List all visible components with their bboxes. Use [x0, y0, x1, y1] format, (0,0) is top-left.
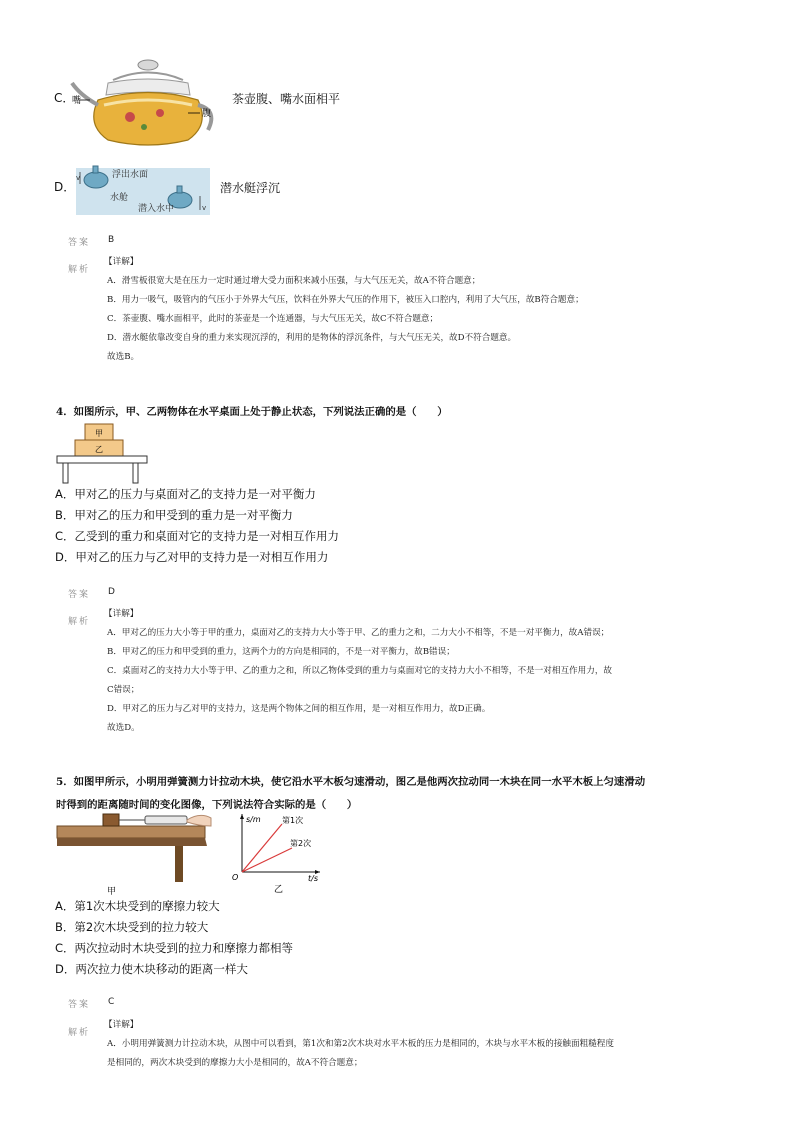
q4-detail-line: D．甲对乙的压力与乙对甲的支持力，这是两个物体之间的相互作用，是一对相互作用力，故D正确。: [107, 704, 491, 714]
q4-choice-b[interactable]: B．甲对乙的压力和甲受到的重力是一对平衡力: [55, 508, 293, 522]
teapot-figure: [68, 55, 228, 150]
graph-label-trial1: 第1次: [282, 816, 304, 825]
q4-choice-a[interactable]: A．甲对乙的压力与桌面对乙的支持力是一对平衡力: [55, 487, 316, 501]
q5-stem-line1: 5．如图甲所示，小明用弹簧测力计拉动木块，使它沿水平木板匀速滑动，图乙是他两次拉动同一木块在同一水平木板上匀速滑动: [56, 776, 646, 788]
q5-answer-tag: 答案: [68, 1000, 91, 1010]
q4-analysis-tag: 解析: [68, 617, 91, 627]
q4-label-jia: 甲: [95, 429, 103, 438]
q5-choices: [55, 896, 293, 980]
submarine-v-up: v: [76, 174, 81, 182]
q5-choice-c[interactable]: C．两次拉动时木块受到的拉力和摩擦力都相等: [55, 941, 294, 955]
q5-choice-d[interactable]: D．两次拉力使木块移动的距离一样大: [55, 962, 248, 976]
prev-detail-line: A．滑雪板很宽大是在压力一定时通过增大受力面积来减小压强，与大气压无关，故A不符合题意；: [107, 276, 481, 286]
q4-choice-d[interactable]: D．甲对乙的压力与乙对甲的支持力是一对相互作用力: [55, 550, 329, 564]
submarine-label-float: 浮出水面: [112, 170, 149, 180]
graph-label-trial2: 第2次: [290, 839, 312, 848]
q4-choices: [55, 484, 339, 568]
q4-detail-line: 故选D。: [107, 723, 140, 733]
teapot-label-mouth: 嘴: [72, 96, 82, 106]
teapot-label-belly: 腹: [202, 109, 212, 119]
q5-answer-value: C: [108, 997, 115, 1007]
prev-detail-title: 【详解】: [104, 257, 139, 267]
q4-choice-c[interactable]: C．乙受到的重力和桌面对它的支持力是一对相互作用力: [55, 529, 340, 543]
prev-analysis-tag: 解析: [68, 265, 91, 275]
q5-choice-b[interactable]: B．第2次木块受到的拉力较大: [55, 920, 209, 934]
prev-detail-line: D．潜水艇依靠改变自身的重力来实现沉浮的，利用的是物体的浮沉条件，与大气压无关，故D不符合题意。: [107, 333, 517, 343]
q5-detail-title: 【详解】: [104, 1020, 139, 1030]
q4-label-yi: 乙: [95, 445, 103, 454]
submarine-label-sink: 潜入水中: [138, 204, 175, 214]
submarine-label-tank: 水舱: [110, 193, 129, 203]
q4-stem: 4．如图所示，甲、乙两物体在水平桌面上处于静止状态，下列说法正确的是（ ）: [56, 406, 448, 418]
q4-detail-line: C．桌面对乙的支持力大小等于甲、乙的重力之和，所以乙物体受到的重力与桌面对它的支持力大小不相等，不是一对相互作用力，故: [107, 666, 613, 676]
prev-answer-tag: 答案: [68, 238, 91, 248]
graph-origin: O: [232, 873, 239, 882]
graph-line-trial2: [242, 848, 292, 872]
q5-stem-line2: 时得到的距离随时间的变化图像，下列说法符合实际的是（ ）: [56, 799, 358, 811]
q5-detail-block: [104, 1016, 614, 1073]
q4-answer-tag: 答案: [68, 590, 91, 600]
q4-answer-value: D: [108, 587, 115, 597]
q5-detail-line: A．小明用弹簧测力计拉动木块，从图中可以看到，第1次和第2次木块对水平木板的压力是相同的，木块与水平木板的接触面粗糙程度: [107, 1039, 614, 1049]
q4-detail-title: 【详解】: [104, 609, 139, 619]
q5-spring-scale-figure: [55, 812, 215, 896]
q4-detail-line: C错误；: [107, 685, 140, 695]
option-d-caption: 潜水艇浮沉: [220, 181, 281, 195]
graph-line-trial1: [242, 824, 282, 872]
q5-analysis-tag: 解析: [68, 1028, 91, 1038]
submarine-figure: [76, 160, 210, 215]
graph-ylabel: s/m: [246, 815, 261, 824]
prev-answer-value: B: [108, 235, 115, 245]
prev-detail-line: 故选B。: [107, 352, 140, 362]
q4-detail-line: A．甲对乙的压力大小等于甲的重力，桌面对乙的支持力大小等于甲、乙的重力之和，二力大小不相等，不是一对平衡力，故A错误；: [107, 628, 610, 638]
q5-distance-time-graph: [230, 810, 326, 896]
prev-detail-line: C．茶壶腹、嘴水面相平，此时的茶壶是一个连通器，与大气压无关，故C不符合题意；: [107, 314, 439, 324]
q5-label-jia: 甲: [107, 887, 117, 896]
option-c-letter: C．: [54, 91, 75, 105]
option-c-caption: 茶壶腹、嘴水面相平: [232, 92, 341, 106]
option-d-letter: D．: [54, 180, 76, 194]
q5-label-yi: 乙: [274, 885, 284, 895]
submarine-v-down: v: [202, 204, 207, 212]
prev-detail-block: [104, 253, 584, 367]
q4-blocks-figure: [55, 422, 149, 484]
q4-detail-block: [104, 605, 612, 738]
graph-xlabel: t/s: [308, 874, 318, 883]
q4-detail-line: B．甲对乙的压力和甲受到的重力，这两个力的方向是相同的，不是一对平衡力，故B错误；: [107, 647, 455, 657]
prev-detail-line: B．用力一吸气，吸管内的气压小于外界大气压，饮料在外界大气压的作用下，被压入口腔内，利用了大气压，故B符合题意；: [107, 295, 584, 305]
q5-detail-line: 是相同的，两次木块受到的摩擦力大小是相同的，故A不符合题意；: [107, 1058, 363, 1068]
q5-choice-a[interactable]: A．第1次木块受到的摩擦力较大: [55, 899, 220, 913]
